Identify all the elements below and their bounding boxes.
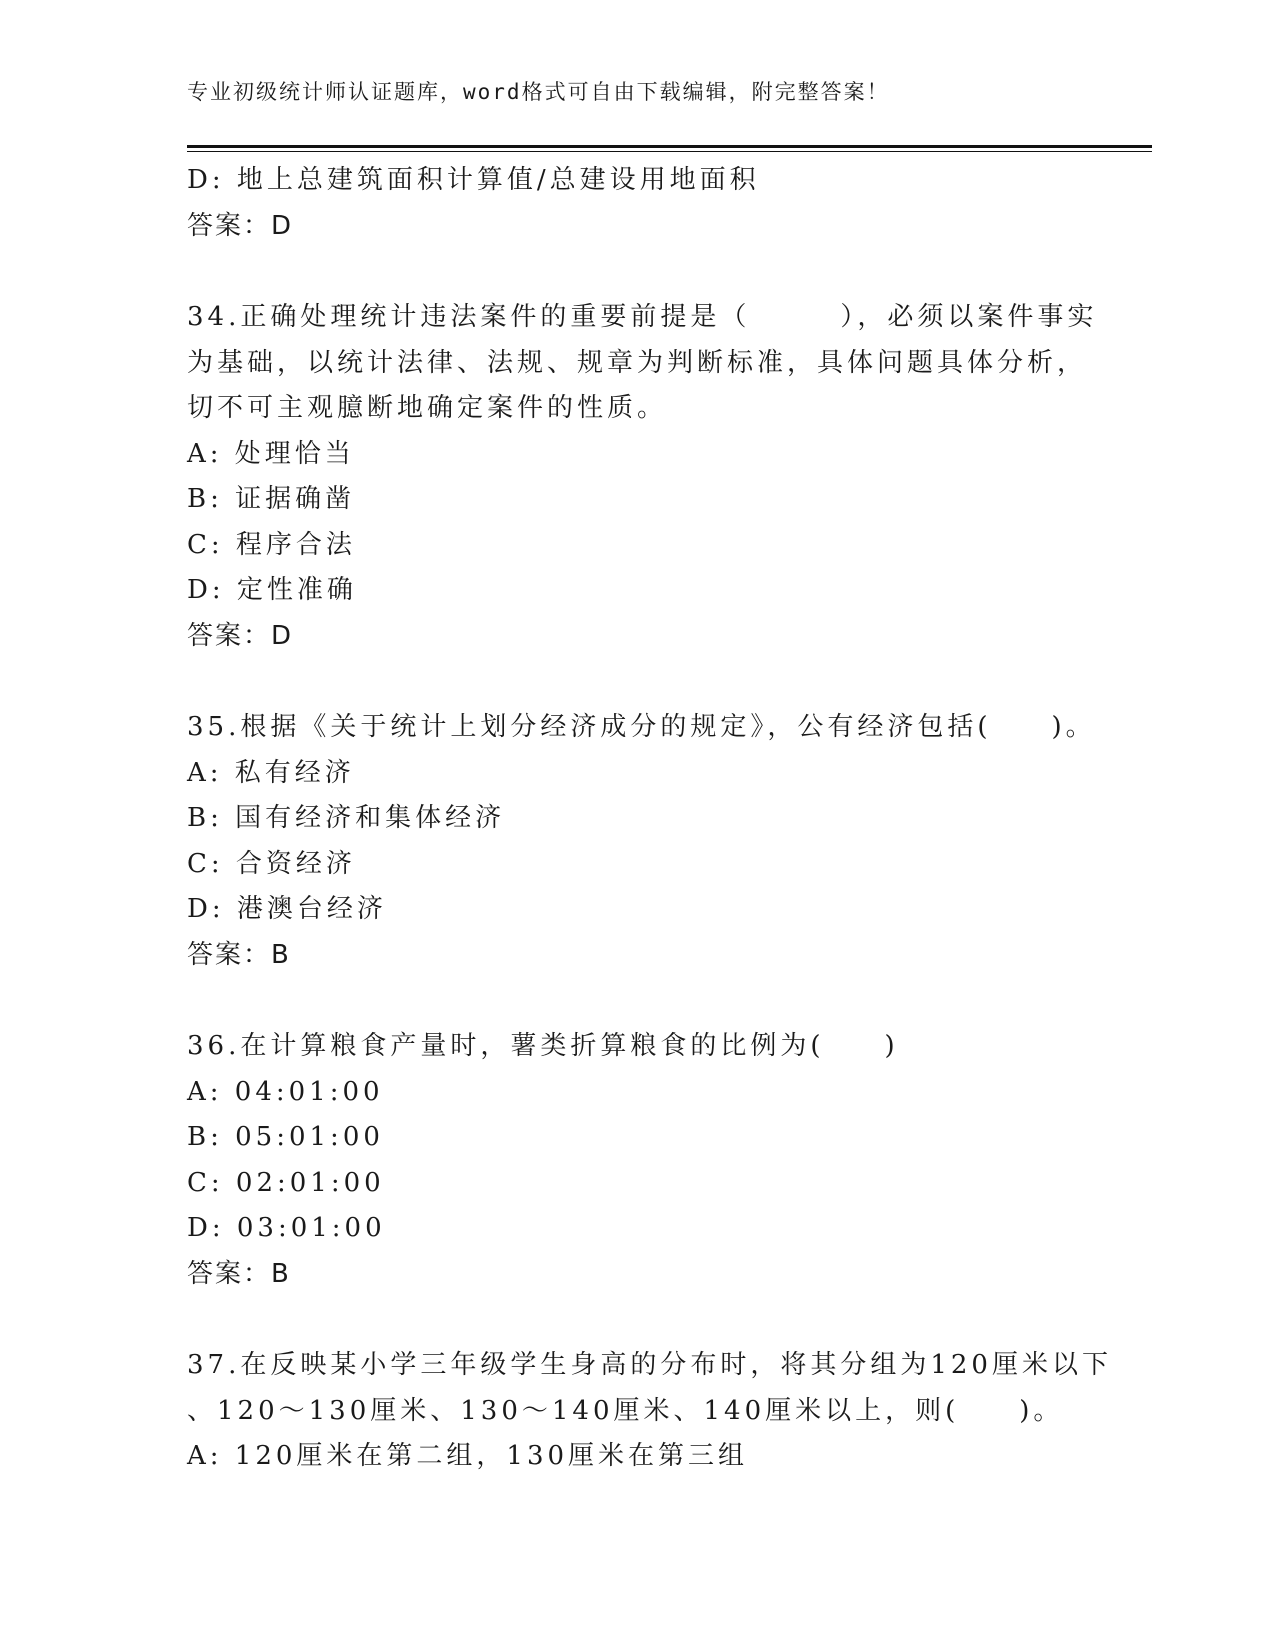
- option-d: D: 定性准确: [187, 575, 357, 605]
- question-35: [187, 705, 1096, 978]
- header-rule-thick: [187, 145, 1152, 148]
- question-stem-line: 36.在计算粮食产量时，薯类折算粮食的比例为( ): [187, 1031, 899, 1061]
- prev-answer: 答案：D: [187, 210, 294, 241]
- answer: 答案：D: [187, 620, 294, 651]
- question-36: [187, 1024, 1087, 1297]
- option-a: A: 120厘米在第二组，130厘米在第三组: [187, 1441, 749, 1471]
- option-d: D: 03:01:00: [187, 1213, 386, 1243]
- question-stem-line: 34.正确处理统计违法案件的重要前提是（ ），必须以案件事实: [187, 302, 1098, 332]
- option-b: B: 05:01:00: [187, 1122, 384, 1152]
- question-stem-line: 37.在反映某小学三年级学生身高的分布时，将其分组为120厘米以下: [187, 1350, 1112, 1380]
- question-content: [187, 158, 1112, 1480]
- option-b: B: 证据确凿: [187, 484, 356, 514]
- question-stem-line: 切不可主观臆断地确定案件的性质。: [187, 393, 668, 423]
- option-b: B: 国有经济和集体经济: [187, 803, 506, 833]
- option-c: C: 程序合法: [187, 529, 356, 560]
- document-header: 专业初级统计师认证题库，word格式可自由下载编辑，附完整答案！: [187, 80, 890, 104]
- header-rule-thin: [187, 151, 1152, 152]
- question-37: [187, 1343, 1112, 1480]
- prev-option-d: D: 地上总建筑面积计算值/总建设用地面积: [187, 165, 760, 195]
- question-stem-line: 为基础，以统计法律、法规、规章为判断标准，具体问题具体分析，: [187, 347, 1088, 378]
- question-stem-line: 、120～130厘米、130～140厘米、140厘米以上，则( )。: [187, 1395, 1064, 1426]
- spacer: [187, 659, 1087, 705]
- answer: 答案：B: [187, 1258, 291, 1289]
- spacer: [187, 978, 1087, 1024]
- option-a: A: 04:01:00: [187, 1076, 384, 1107]
- answer: 答案：B: [187, 939, 291, 970]
- option-c: C: 合资经济: [187, 848, 356, 879]
- question-stem-line: 35.根据《关于统计上划分经济成分的规定》，公有经济包括( )。: [187, 712, 1096, 742]
- spacer: [187, 249, 1087, 295]
- option-c: C: 02:01:00: [187, 1167, 385, 1198]
- question-34: [187, 295, 1098, 659]
- option-a: A: 私有经济: [187, 757, 355, 788]
- option-d: D: 港澳台经济: [187, 894, 387, 924]
- option-a: A: 处理恰当: [187, 438, 355, 469]
- spacer: [187, 1297, 1087, 1343]
